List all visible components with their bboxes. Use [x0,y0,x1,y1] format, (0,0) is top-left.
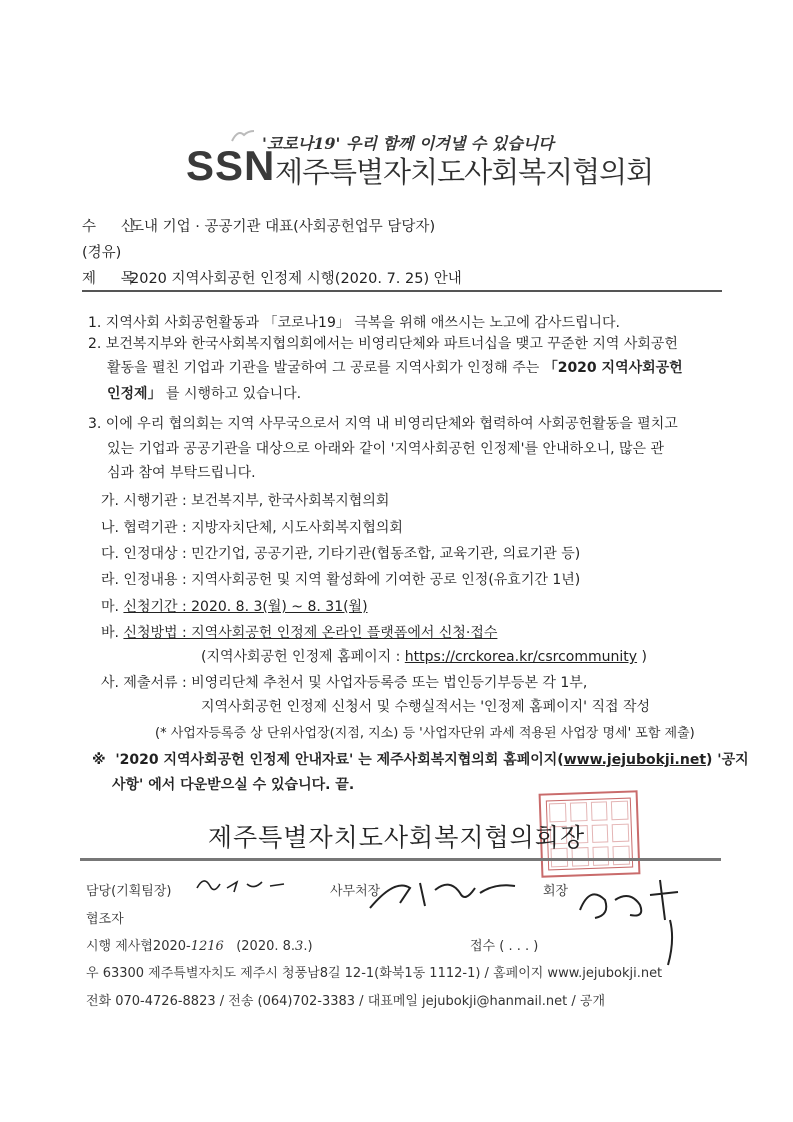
item-g-line-1: 사. 제출서류 : 비영리단체 추천서 및 사업자등록증 또는 법인등기부등본 각 1부, [101,675,588,691]
item-f-prefix: 바. [101,625,124,641]
enforce-date-end: .) [303,939,313,954]
paragraph-3-line-1: 3. 이에 우리 협의회는 지역 사무국으로서 지역 내 비영리단체와 협력하여 사회공헌활동을 펼치고 [88,416,678,432]
org-title: 제주특별자치도사회복지협의회 [275,155,654,189]
paragraph-3-line-3: 심과 참여 부탁드립니다. [107,465,256,481]
enforce-label: 시행 제사협2020- [86,939,191,954]
homepage-link[interactable]: https://crckorea.kr/csrcommunity [404,649,638,665]
item-b: 나. 협력기관 : 지방자치단체, 시도사회복지협의회 [101,520,403,536]
homepage-label: (지역사회공헌 인정제 홈페이지 : [201,649,405,665]
drafter-label: 담당(기획팀장) [86,884,172,899]
item-f-line-2 [201,646,647,666]
notice-link[interactable]: www.jejubokji.net [563,752,707,768]
cooperator-label: 협조자 [86,912,124,927]
notice-line-2: 사항' 에서 다운받으실 수 있습니다. 끝. [112,777,355,793]
item-e [101,596,368,616]
item-f [101,622,497,642]
item-e-text: 신청기간 : 2020. 8. 3(월) ~ 8. 31(월) [123,599,368,615]
subject-line [82,267,462,288]
subject: 2020 지역사회공헌 인정제 시행(2020. 7. 25) 안내 [130,271,462,287]
subject-rule [82,290,722,292]
slogan: '코로나19' 우리 함께 이겨낼 수 있습니다 [262,134,554,153]
item-a: 가. 시행기관 : 보건복지부, 한국사회복지협의회 [101,493,390,509]
item-f-text: 신청방법 : 지역사회공헌 인정제 온라인 플랫폼에서 신청·접수 [123,625,498,641]
secretary-signature [365,868,525,918]
sender-title: 제주특별자치도사회복지협의회장 [207,823,586,852]
recipient: 도내 기업 · 공공기관 대표(사회공헌업무 담당자) [130,219,436,235]
item-g-note: (* 사업자등록증 상 단위사업장(지점, 지소) 등 '사업자단위 과세 적용된 사업장 명세' 포함 제출) [155,726,695,741]
enforce-date: (2020. 8. [236,939,296,954]
paragraph-2-line-3 [107,381,301,407]
recipient-line [82,215,435,236]
notice-text: '2020 지역사회공헌 인정제 안내자료' 는 제주사회복지협의회 홈페이지( [115,752,564,768]
p2-text: 활동을 펼친 기업과 기관을 발굴하여 그 공로를 지역사회가 인정해 주는 [107,360,544,376]
paragraph-1: 1. 지역사회 사회공헌활동과 「코로나19」 극복을 위해 애쓰시는 노고에 감사드립니다. [88,315,620,331]
recipient-label: 수 신 [82,219,145,235]
enforce-line [86,935,313,954]
via: (경유) [82,245,122,261]
notice-mark: ※ [92,752,106,768]
item-d: 라. 인정내용 : 지역사회공헌 및 지역 활성화에 기여한 공로 인정(유효기간 1년) [101,572,581,588]
contact-line: 전화 070-4726-8823 / 전송 (064)702-3383 / 대표메일 jejubokji@hanmail.net / 공개 [86,994,606,1009]
notice-text-end: ) '공지 [706,752,749,768]
president-label: 회장 [543,884,569,899]
logo-leaf-icon [230,128,256,142]
paragraph-2-line-1: 2. 보건복지부와 한국사회복지협의회에서는 비영리단체와 파트너십을 맺고 꾸준한 지역 사회공헌 [88,336,678,352]
enforce-number: 1216 [190,939,224,954]
address-line: 우 63300 제주특별자치도 제주시 청풍남8길 12-1(화북1동 1112-1) / 홈페이지 www.jejubokji.net [86,966,663,981]
paragraph-2-line-2 [107,355,683,381]
item-e-prefix: 마. [101,599,124,615]
subject-label: 제 목 [82,271,145,287]
receipt-line: 접수 ( . . . ) [470,939,539,954]
logo-ssn: SSN [186,142,276,189]
p2-highlight: 「2020 지역사회공헌 [543,360,683,376]
item-g-line-2: 지역사회공헌 인정제 신청서 및 수행실적서는 '인정제 홈페이지' 직접 작성 [201,699,651,715]
p2-highlight-end: 인정제」 [107,386,162,402]
paragraph-3-line-2: 있는 기업과 공공기관을 대상으로 아래와 같이 '지역사회공헌 인정제'를 안내하오니, 많은 관 [107,441,665,457]
secretary-label: 사무처장 [330,884,381,899]
item-c: 다. 인정대상 : 민간기업, 공공기관, 기타기관(협동조합, 교육기관, 의료기관 등) [101,546,581,562]
notice-line-1 [92,749,749,769]
enforce-day: 3 [295,939,304,954]
homepage-close: ) [637,649,647,665]
p2-text-end: 를 시행하고 있습니다. [166,386,302,402]
drafter-signature [192,870,302,900]
president-signature [570,860,690,970]
